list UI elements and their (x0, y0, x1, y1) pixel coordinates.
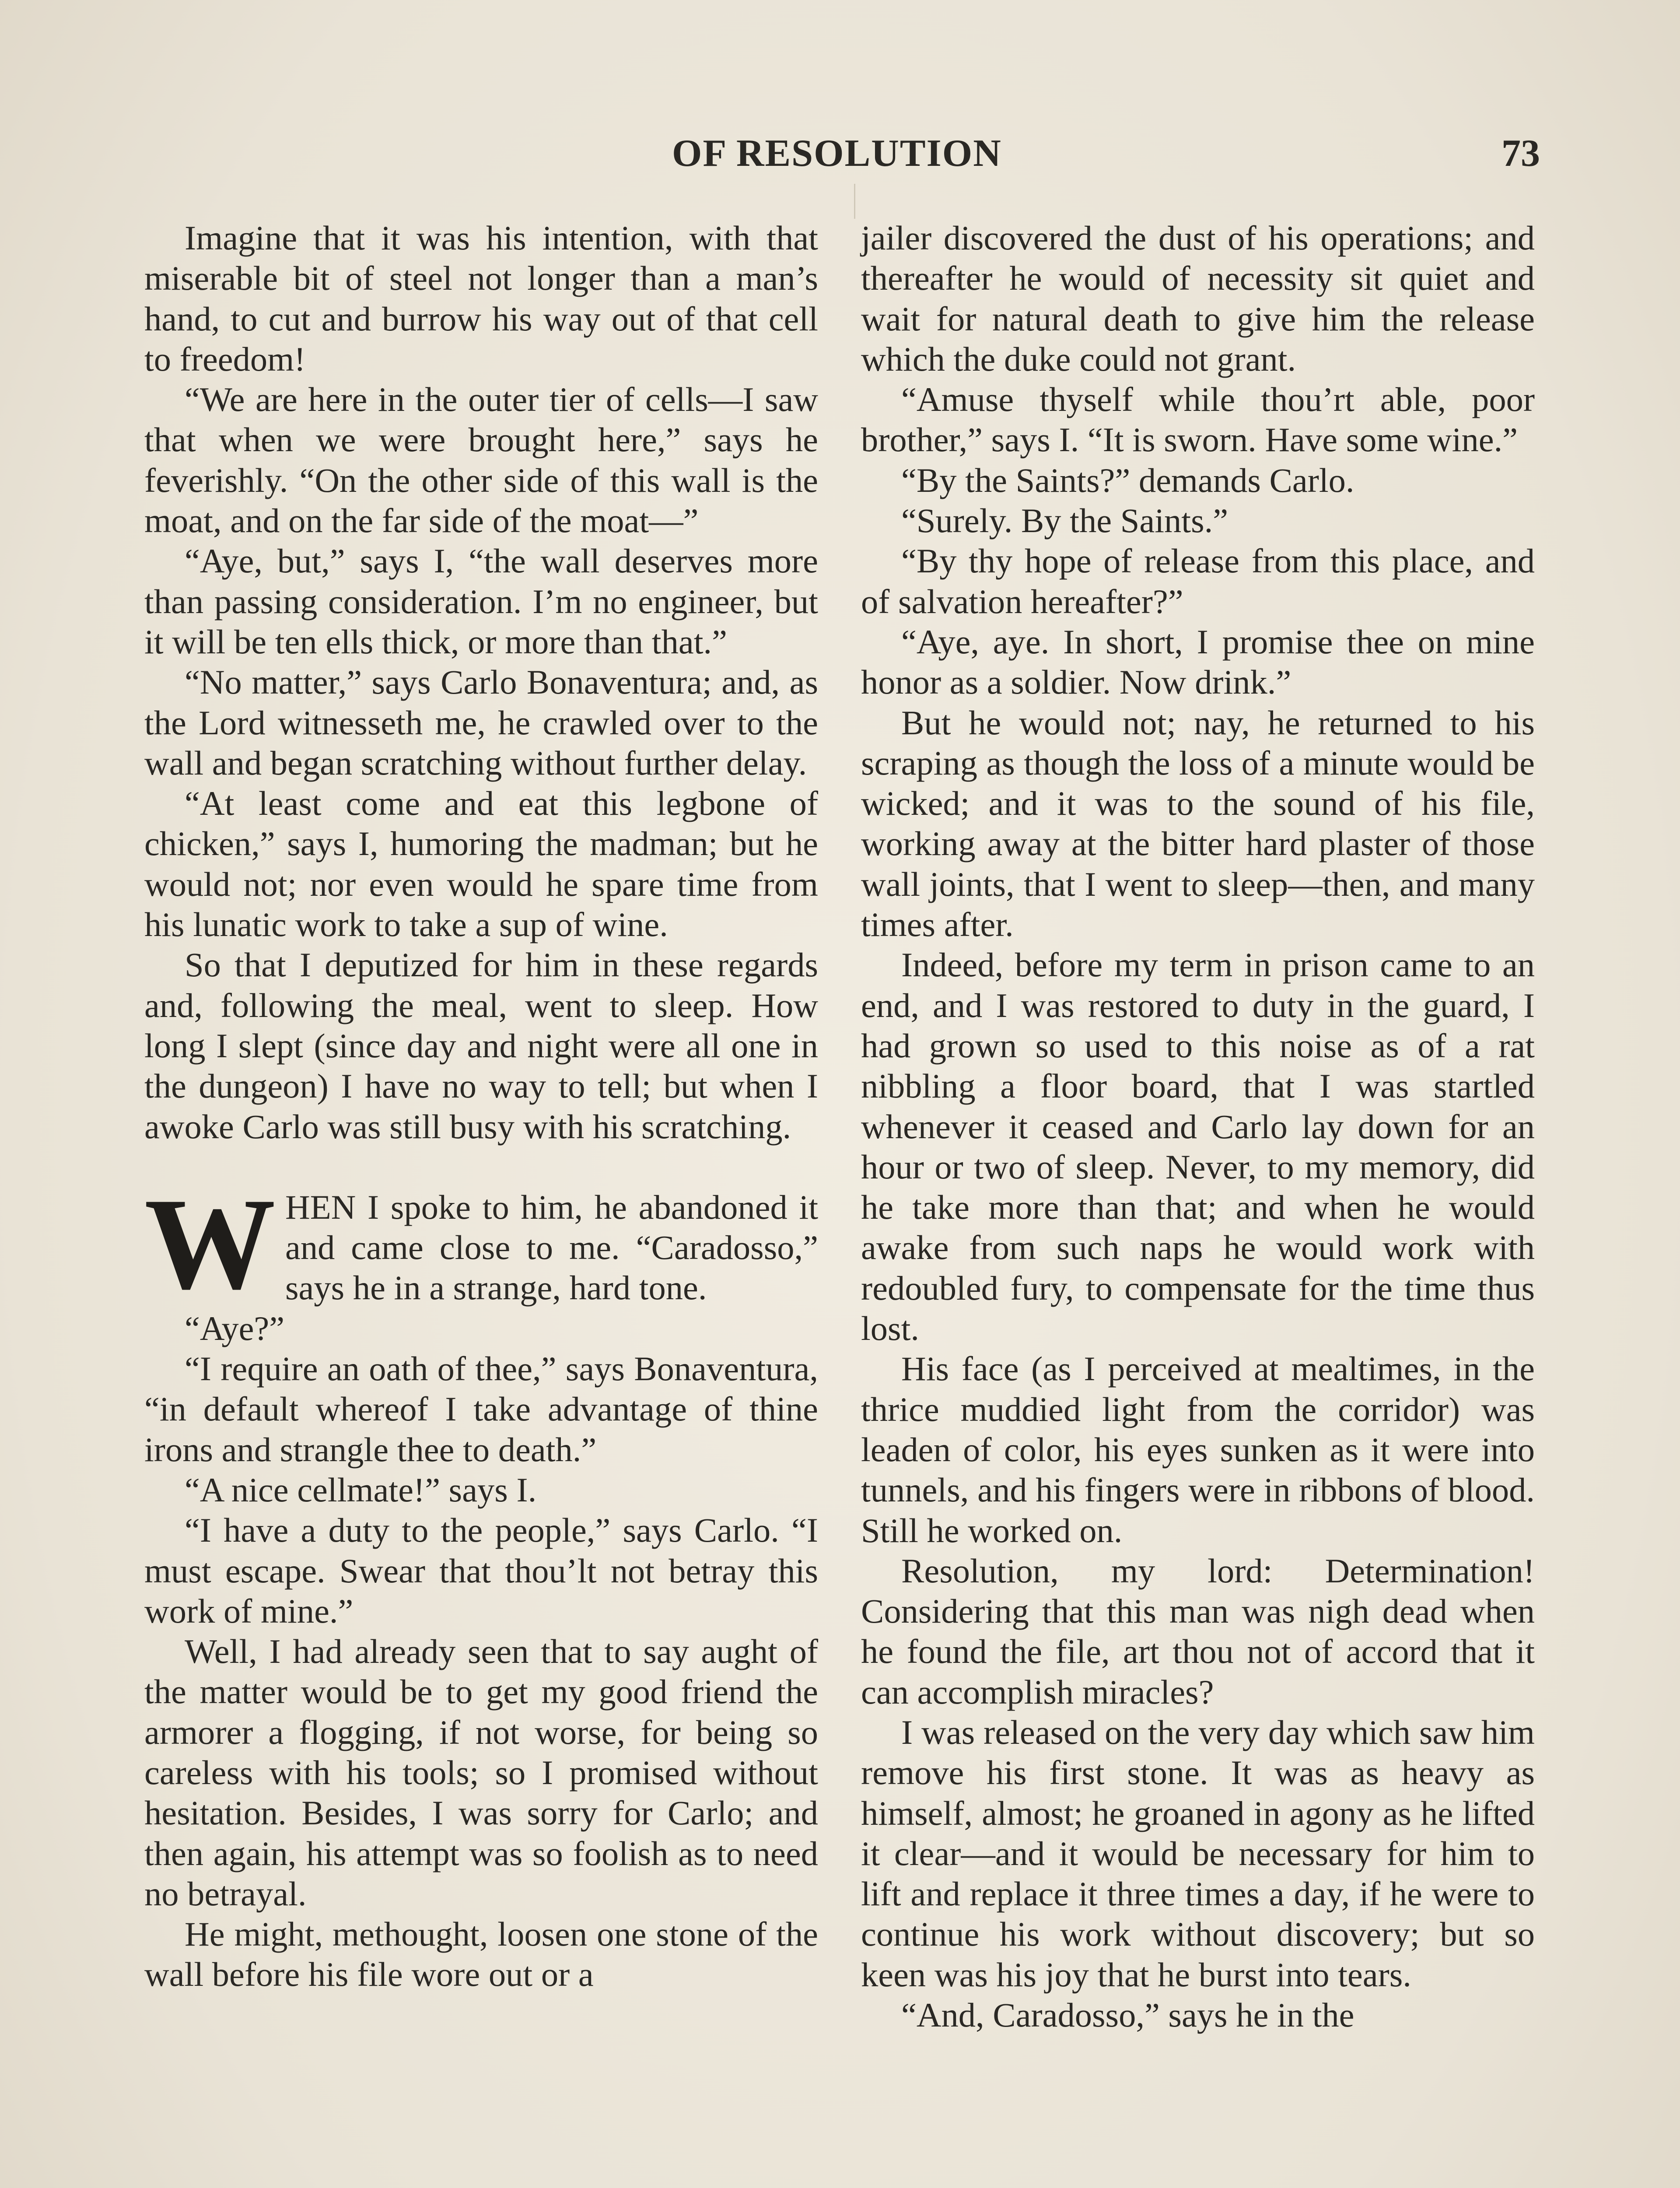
paragraph: Indeed, before my term in prison came to an end, and I was restored to duty in the guard, I had grown so used to this noise as of a rat nibbling a floor board, that I was startled whenever it ceased and Carlo lay down for an hour or two of sleep. Never, to my memory, did he take more than that; and when he would awake from such naps he would work with redoubled fury, to compensate for the time thus lost. (861, 946, 1535, 1348)
paragraph: “And, Caradosso,” says he in the (901, 1996, 1354, 2034)
paragraph: “I require an oath of thee,” says Bonaventura, “in default whereof I take advantage of thine irons and strangle thee to death.” (144, 1350, 818, 1469)
column-divider (854, 184, 855, 219)
paragraph: So that I deputized for him in these regards and, following the meal, went to sleep. How long I slept (since day and night were all one in the dungeon) I have no way to tell; but when I awoke Carlo was still busy with his scratching. (144, 946, 818, 1146)
left-column (144, 218, 818, 1995)
paragraph: “We are here in the outer tier of cells—I saw that when we were brought here,” says he feverishly. “On the other side of this wall is the moat, and on the far side of the moat—” (144, 380, 818, 540)
paragraph: “Aye?” (185, 1309, 285, 1347)
paragraph: “Amuse thyself while thou’rt able, poor brother,” says I. “It is sworn. Have some wine.” (861, 380, 1535, 459)
paragraph: Imagine that it was his intention, with that miserable bit of steel not longer than a man’s hand, to cut and burrow his way out of that cell to freedom! (144, 219, 818, 378)
paragraph: “A nice cellmate!” says I. (185, 1470, 537, 1509)
page-number: 73 (1502, 132, 1540, 175)
paragraph: But he would not; nay, he returned to his scraping as though the loss of a minute would be wicked; and it was to the sound of his file, working away at the bitter hard plaster of those wall joints, that I went to sleep—then, and many times after. (861, 703, 1535, 944)
section-opening-text: HEN I spoke to him, he abandoned it and came close to me. “Caradosso,” says he in a strange, hard tone. (285, 1188, 818, 1307)
paragraph: Well, I had already seen that to say aught of the matter would be to get my good friend the armorer a flogging, if not worse, for being so careless with his tools; so I promised without hesitation. Besides, I was sorry for Carlo; and then again, his attempt was so foolish as to need no betrayal. (144, 1632, 818, 1913)
paragraph: His face (as I perceived at mealtimes, in the thrice muddied light from the corridor) was leaden of color, his eyes sunken as it were into tunnels, and his fingers were in ribbons of blood. Still he worked on. (861, 1350, 1535, 1550)
paragraph: He might, methought, loosen one stone of the wall before his file wore out or a (144, 1915, 818, 1994)
running-title: OF RESOLUTION (672, 132, 1002, 175)
paragraph: “By the Saints?” demands Carlo. (901, 461, 1354, 499)
drop-cap: W (144, 1171, 276, 1316)
paragraph: “By thy hope of release from this place, and of salvation hereafter?” (861, 542, 1535, 621)
page-header (0, 131, 1680, 179)
paragraph: “At least come and eat this legbone of chicken,” says I, humoring the madman; but he would not; nor even would he spare time from his lunatic work to take a sup of wine. (144, 784, 818, 944)
paragraph: I was released on the very day which saw him remove his first stone. It was as heavy as himself, almost; he groaned in agony as he lifted it clear—and it would be necessary for him to lift and replace it three times a day, if he were to continue his work without discovery; but so keen was his joy that he burst into tears. (861, 1713, 1535, 1994)
paragraph: “I have a duty to the people,” says Carlo. “I must escape. Swear that thou’lt not betray this work of mine.” (144, 1511, 818, 1630)
paragraph: “Aye, but,” says I, “the wall deserves more than passing consideration. I’m no engineer, but it will be ten ells thick, or more than that.” (144, 542, 818, 661)
right-column (861, 218, 1535, 2035)
paragraph: “Surely. By the Saints.” (901, 501, 1228, 540)
paragraph: “No matter,” says Carlo Bonaventura; and, as the Lord witnesseth me, he crawled over to the wall and began scratching without further delay. (144, 663, 818, 782)
section-opening-paragraph (144, 1171, 818, 1316)
paragraph: Resolution, my lord: Determination! Considering that this man was nigh dead when he found the file, art thou not of accord that it can accomplish miracles? (861, 1551, 1535, 1711)
paragraph: “Aye, aye. In short, I promise thee on mine honor as a soldier. Now drink.” (861, 622, 1535, 701)
paragraph-continuation: jailer discovered the dust of his operations; and thereafter he would of necessity sit quiet and wait for natural death to give him the release which the duke could not grant. (861, 219, 1535, 378)
